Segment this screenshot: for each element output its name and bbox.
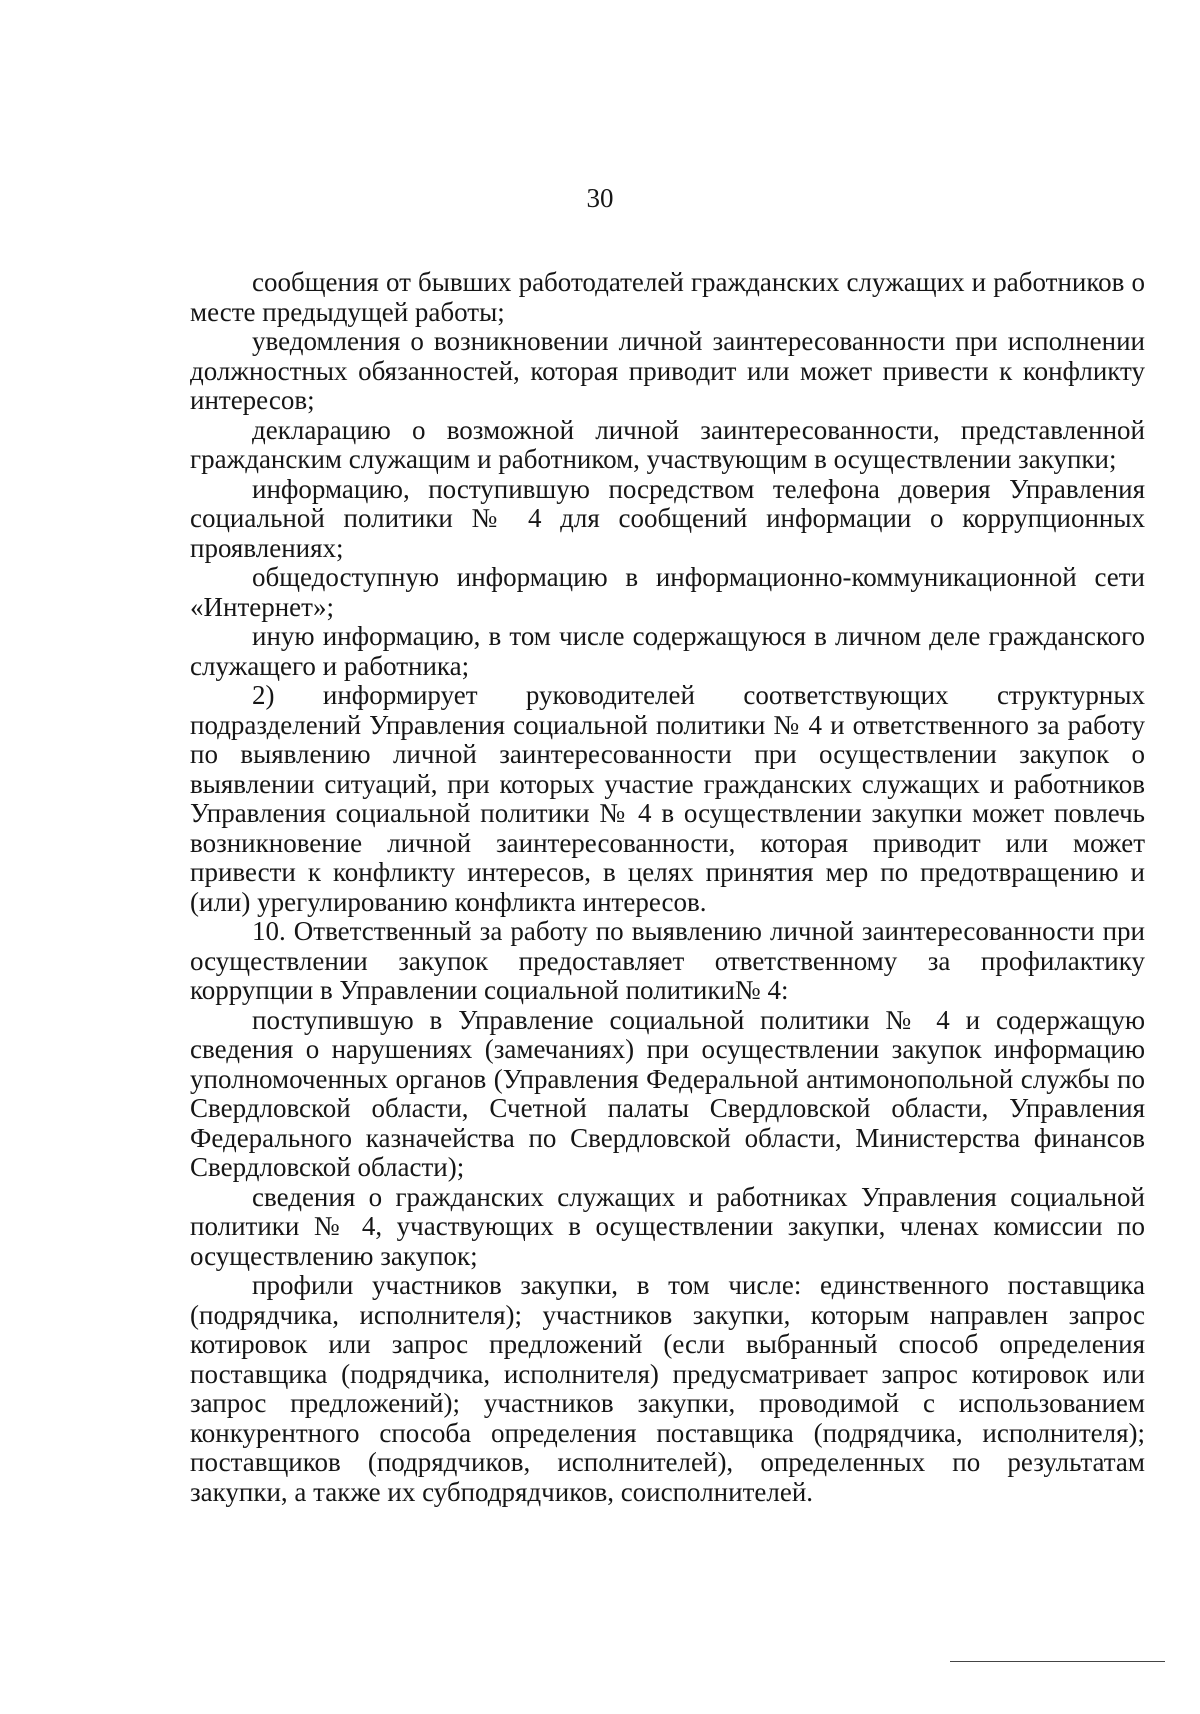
document-body — [190, 268, 1145, 1507]
paragraph: уведомления о возникновении личной заинтересованности при исполнении должностных обязанностей, которая приводит или может привести к конфликту интересов; — [190, 326, 1145, 415]
footer-rule — [950, 1661, 1165, 1662]
page-number: 30 — [586, 183, 614, 213]
paragraph: 2) информирует руководителей соответствующих структурных подразделений Управления социальной политики № 4 и ответственного за работу по выявлению личной заинтересованности при осуществлении закупок о выявлении ситуаций, при которых участие гражданских служащих и работников Управления социальной политики № 4 в осуществлении закупки может повлечь возникновение личной заинтересованности, которая приводит или может привести к конфликту интересов, в целях принятия мер по предотвращению и (или) урегулированию конфликта интересов. — [190, 680, 1145, 917]
paragraph: сообщения от бывших работодателей гражданских служащих и работников о месте предыдущей работы; — [190, 267, 1145, 327]
paragraph: общедоступную информацию в информационно-коммуникационной сети «Интернет»; — [190, 562, 1145, 622]
paragraph: сведения о гражданских служащих и работниках Управления социальной политики № 4, участвующих в осуществлении закупки, членах комиссии по осуществлению закупок; — [190, 1181, 1145, 1271]
paragraph: профили участников закупки, в том числе: единственного поставщика (подрядчика, исполнителя); участников закупки, которым направлен запрос котировок или запрос предложений (если выбранный способ определения поставщика (подрядчика, исполнителя) предусматривает запрос котировок или запрос предложений); участников закупки, проводимой с использованием конкурентного способа определения поставщика (подрядчика, исполнителя); поставщиков (подрядчиков, исполнителей), определенных по результатам закупки, а также их субподрядчиков, соисполнителей. — [190, 1270, 1145, 1507]
paragraph: иную информацию, в том числе содержащуюся в личном деле гражданского служащего и работника; — [190, 621, 1145, 681]
paragraph: декларацию о возможной личной заинтересованности, представленной гражданским служащим и работником, участвующим в осуществлении закупки; — [190, 414, 1145, 474]
paragraph: 10. Ответственный за работу по выявлению личной заинтересованности при осуществлении закупок предоставляет ответственному за профилактику коррупции в Управлении социальной политики№ 4: — [190, 916, 1145, 1005]
paragraph: информацию, поступившую посредством телефона доверия Управления социальной политики № 4 для сообщений информации о коррупционных проявлениях; — [190, 473, 1145, 563]
paragraph: поступившую в Управление социальной политики № 4 и содержащую сведения о нарушениях (замечаниях) при осуществлении закупок информацию уполномоченных органов (Управления Федеральной антимонопольной службы по Свердловской области, Счетной палаты Свердловской области, Управления Федерального казначейства по Свердловской области, Министерства финансов Свердловской области); — [190, 1004, 1145, 1182]
